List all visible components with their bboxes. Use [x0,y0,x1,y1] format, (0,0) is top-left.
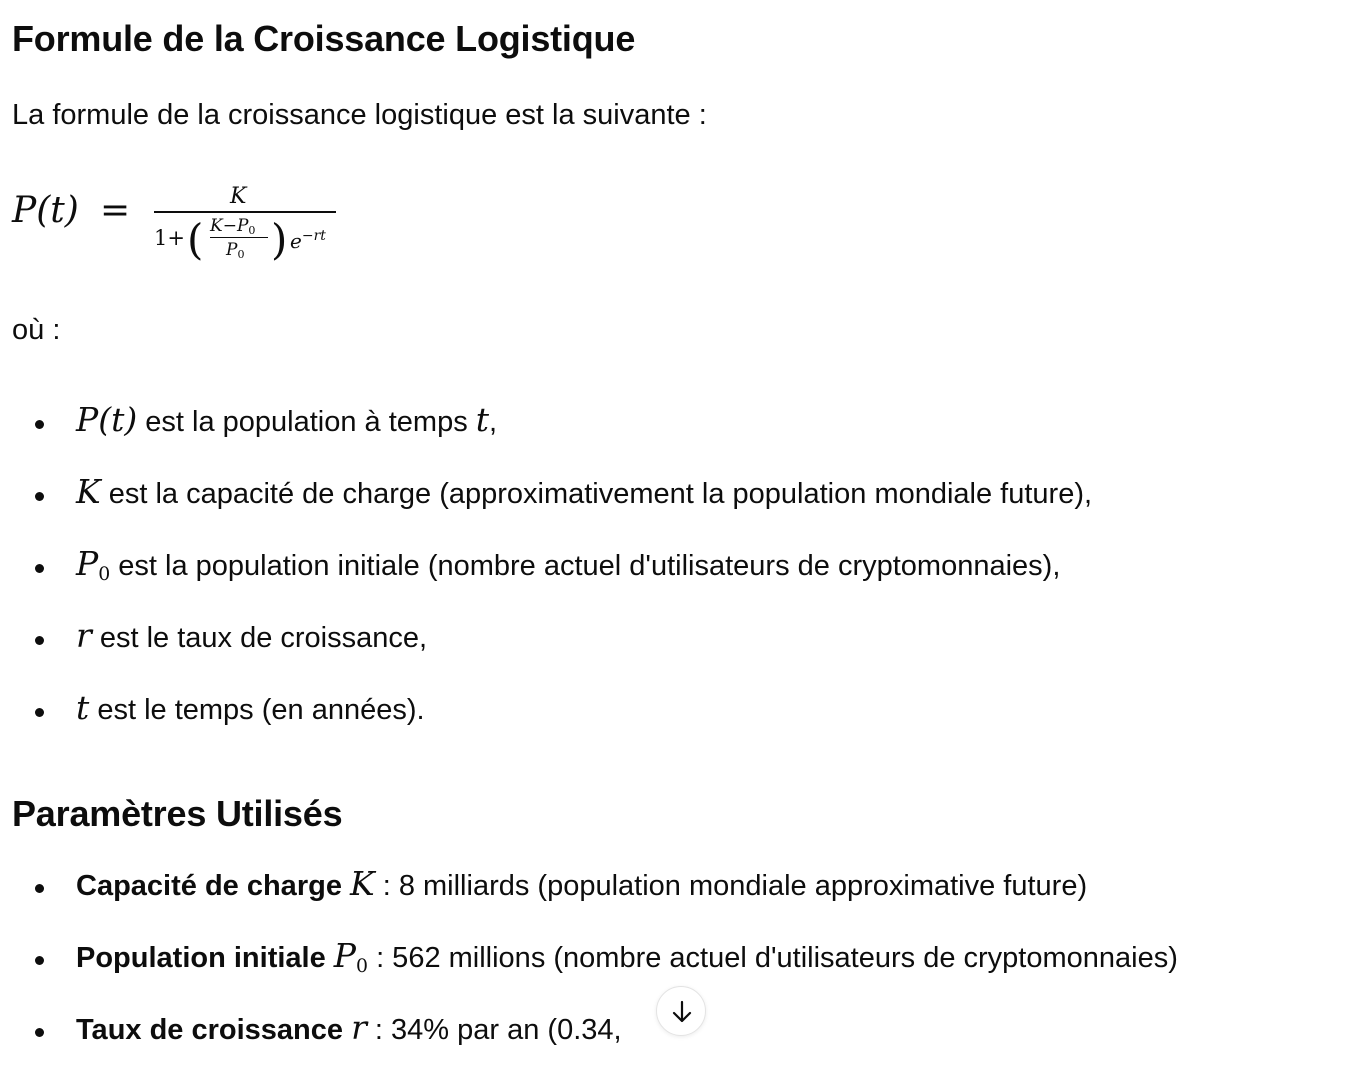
formula-one-plus: 1+ [154,226,185,250]
formula-denominator [154,216,344,266]
parameters-list [12,864,1178,1080]
definitions-list [12,400,1092,760]
formula-inner-denominator: $P_0$ [226,240,245,262]
list-item: Population initiale $P_0$ : 562 millions (nombre actuel d'utilisateurs de cryptomonnaies) [12,936,1178,1008]
list-item: Capacité de charge K : 8 milliards (population mondiale approximative future) [12,864,1178,936]
formula-right-paren: ) [271,215,288,264]
formula-lhs: P(t) [12,190,79,231]
section-title-parameters: Paramètres Utilisés [12,793,343,834]
list-item: P(t) est la population à temps t, [12,400,1092,472]
arrow-down-icon [669,999,695,1025]
scroll-down-button[interactable] [656,986,706,1036]
list-item: K est la capacité de charge (approximativement la population mondiale future), [12,472,1092,544]
list-item: Taux de croissance r : 34% par an (0.34, [12,1008,1178,1080]
where-label: où : [12,314,61,346]
list-item: $P_0$ est la population initiale (nombre actuel d'utilisateurs de cryptomonnaies), [12,544,1092,616]
formula-numerator: K [230,184,247,209]
formula-exponential: $e^{-rt}$ [290,228,326,253]
formula-inner-numerator: $K-P_0$ [210,216,256,238]
formula-equals: = [100,190,131,231]
formula-fraction-bar [154,211,336,213]
logistic-formula [12,180,342,270]
section-title-formula: Formule de la Croissance Logistique [12,18,636,59]
list-item: t est le temps (en années). [12,688,1092,760]
formula-left-paren: ( [187,215,204,264]
list-item: r est le taux de croissance, [12,616,1092,688]
intro-paragraph: La formule de la croissance logistique est la suivante : [12,99,707,131]
formula-inner-fraction-bar [210,237,268,238]
